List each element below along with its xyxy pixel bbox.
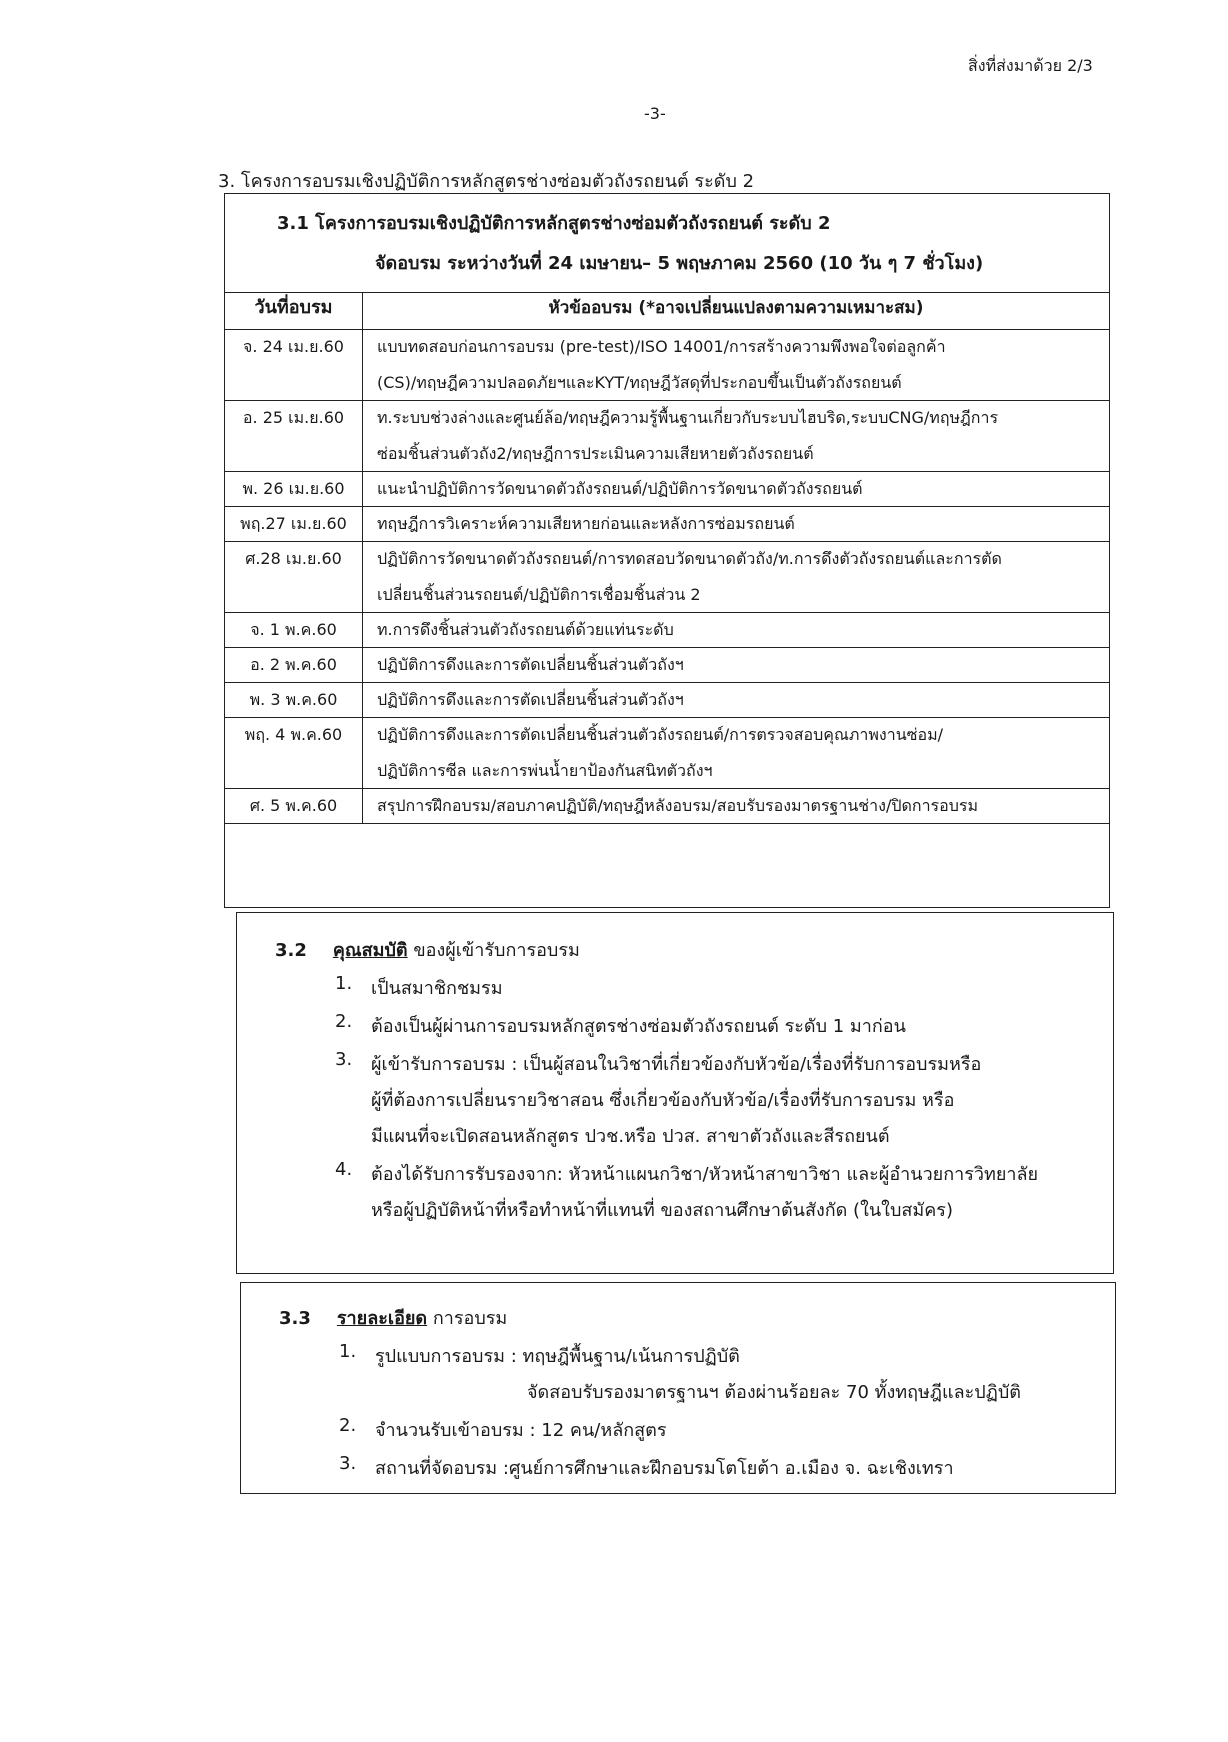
table-row: [225, 472, 1110, 507]
list-item-text: จำนวนรับเข้าอบรม : 12 คน/หลักสูตร: [375, 1420, 667, 1441]
schedule-topic-line: (CS)/ทฤษฎีความปลอดภัยฯและKYT/ทฤษฎีวัสดุที่ประกอบขึ้นเป็นตัวถังรถยนต์: [377, 373, 902, 392]
schedule-date: อ. 25 เม.ย.60: [225, 401, 363, 472]
schedule-header-row: [225, 293, 1110, 330]
page-number: -3-: [644, 104, 666, 123]
list-item-text: สถานที่จัดอบรม :ศูนย์การศึกษาและฝึกอบรมโตโยต้า อ.เมือง จ. ฉะเชิงเทรา: [375, 1458, 954, 1479]
list-item-number: 1.: [339, 1341, 357, 1362]
schedule-box: [224, 193, 1110, 908]
schedule-topic-line: ท.การดึงชิ้นส่วนตัวถังรถยนต์ด้วยแท่นระดับ: [377, 620, 674, 639]
list-item-text: ต้องเป็นผู้ผ่านการอบรมหลักสูตรช่างซ่อมตัวถังรถยนต์ ระดับ 1 มาก่อน: [371, 1016, 906, 1037]
schedule-date: ศ. 5 พ.ค.60: [225, 789, 363, 824]
schedule-period: จัดอบรม ระหว่างวันที่ 24 เมษายน– 5 พฤษภาคม 2560 (10 วัน ๆ 7 ชั่วโมง): [375, 253, 984, 274]
schedule-topic-line: ปฏิบัติการวัดขนาดตัวถังรถยนต์/การทดสอบวัดขนาดตัวถัง/ท.การดึงตัวถังรถยนต์และการตัด: [377, 549, 1002, 568]
schedule-topic-line: เปลี่ยนชิ้นส่วนรถยนต์/ปฏิบัติการเชื่อมชิ้นส่วน 2: [377, 585, 701, 604]
attachment-note: สิ่งที่ส่งมาด้วย 2/3: [968, 56, 1093, 75]
list-item-text: เป็นสมาชิกชมรม: [371, 978, 503, 999]
schedule-topic: [363, 507, 1110, 542]
schedule-heading: 3.1 โครงการอบรมเชิงปฏิบัติการหลักสูตรช่างซ่อมตัวถังรถยนต์ ระดับ 2: [277, 213, 831, 234]
list-item-text: หรือผู้ปฏิบัติหน้าที่หรือทำหน้าที่แทนที่ ของสถานศึกษาต้นสังกัด (ในใบสมัคร): [371, 1200, 953, 1221]
schedule-topic-line: ซ่อมชิ้นส่วนตัวถัง2/ทฤษฎีการประเมินความเสียหายตัวถังรถยนต์: [377, 444, 814, 463]
list-item-number: 4.: [335, 1159, 353, 1180]
schedule-topic-line: แบบทดสอบก่อนการอบรม (pre-test)/ISO 14001/การสร้างความพึงพอใจต่อลูกค้า: [377, 337, 946, 356]
list-item-text: จัดสอบรับรองมาตรฐานฯ ต้องผ่านร้อยละ 70 ทั้งทฤษฎีและปฏิบัติ: [527, 1382, 1021, 1403]
schedule-date: จ. 24 เม.ย.60: [225, 330, 363, 401]
list-item-number: 3.: [335, 1049, 353, 1070]
schedule-topic: [363, 648, 1110, 683]
list-item-text: มีแผนที่จะเปิดสอนหลักสูตร ปวช.หรือ ปวส. สาขาตัวถังและสีรถยนต์: [371, 1126, 890, 1147]
schedule-topic-line: ปฏิบัติการซีล และการพ่นน้ำยาป้องกันสนิทตัวถังฯ: [377, 761, 713, 780]
list-item-number: 3.: [339, 1453, 357, 1474]
qualifications-heading-rest: ของผู้เข้ารับการอบรม: [407, 940, 580, 961]
schedule-date: จ. 1 พ.ค.60: [225, 613, 363, 648]
table-row: [225, 683, 1110, 718]
column-header-topic: หัวข้ออบรม (*อาจเปลี่ยนแปลงตามความเหมาะสม): [363, 293, 1110, 330]
schedule-date: พฤ. 4 พ.ค.60: [225, 718, 363, 789]
schedule-topic-line: แนะนำปฏิบัติการวัดขนาดตัวถังรถยนต์/ปฏิบัติการวัดขนาดตัวถังรถยนต์: [377, 479, 863, 498]
qualifications-heading: [275, 935, 580, 964]
schedule-date: ศ.28 เม.ย.60: [225, 542, 363, 613]
table-row: [225, 330, 1110, 401]
schedule-topic-line: ปฏิบัติการดึงและการตัดเปลี่ยนชิ้นส่วนตัวถังฯ: [377, 690, 684, 709]
schedule-date: พฤ.27 เม.ย.60: [225, 507, 363, 542]
schedule-date: พ. 3 พ.ค.60: [225, 683, 363, 718]
list-item-text: รูปแบบการอบรม : ทฤษฎีพื้นฐาน/เน้นการปฏิบัติ: [375, 1346, 740, 1367]
table-row: [225, 718, 1110, 789]
list-item-text: ต้องได้รับการรับรองจาก: หัวหน้าแผนกวิชา/หัวหน้าสาขาวิชา และผู้อำนวยการวิทยาลัย: [371, 1164, 1039, 1185]
schedule-topic: [363, 330, 1110, 401]
details-heading-rest: การอบรม: [427, 1308, 508, 1329]
schedule-topic-line: ปฏิบัติการดึงและการตัดเปลี่ยนชิ้นส่วนตัวถังรถยนต์/การตรวจสอบคุณภาพงานซ่อม/: [377, 725, 944, 744]
details-heading: [279, 1303, 507, 1332]
details-number: 3.3: [279, 1308, 311, 1329]
schedule-topic: [363, 401, 1110, 472]
section-title: 3. โครงการอบรมเชิงปฏิบัติการหลักสูตรช่างซ่อมตัวถังรถยนต์ ระดับ 2: [218, 171, 755, 192]
details-heading-underlined: รายละเอียด: [336, 1308, 428, 1329]
schedule-date: พ. 26 เม.ย.60: [225, 472, 363, 507]
schedule-topic-line: ท.ระบบช่วงล่างและศูนย์ล้อ/ทฤษฎีความรู้พื้นฐานเกี่ยวกับระบบไฮบริด,ระบบCNG/ทฤษฎีการ: [377, 408, 999, 427]
table-row: [225, 789, 1110, 824]
table-row: [225, 507, 1110, 542]
schedule-topic: [363, 683, 1110, 718]
schedule-topic-line: สรุปการฝึกอบรม/สอบภาคปฏิบัติ/ทฤษฎีหลังอบรม/สอบรับรองมาตรฐานช่าง/ปิดการอบรม: [377, 796, 979, 815]
schedule-topic-line: ทฤษฎีการวิเคราะห์ความเสียหายก่อนและหลังการซ่อมรถยนต์: [377, 514, 795, 533]
schedule-table: [224, 292, 1110, 824]
list-item-text: ผู้เข้ารับการอบรม : เป็นผู้สอนในวิชาที่เกี่ยวข้องกับหัวข้อ/เรื่องที่รับการอบรมหรือ: [371, 1054, 982, 1075]
schedule-topic: [363, 789, 1110, 824]
schedule-topic-line: ปฏิบัติการดึงและการตัดเปลี่ยนชิ้นส่วนตัวถังฯ: [377, 655, 684, 674]
qualifications-box: [236, 912, 1114, 1274]
column-header-date: วันที่อบรม: [225, 293, 363, 330]
list-item-number: 2.: [339, 1415, 357, 1436]
table-row: [225, 648, 1110, 683]
table-row: [225, 613, 1110, 648]
table-row: [225, 401, 1110, 472]
schedule-topic: [363, 718, 1110, 789]
schedule-topic: [363, 472, 1110, 507]
table-row: [225, 542, 1110, 613]
list-item-text: ผู้ที่ต้องการเปลี่ยนรายวิชาสอน ซึ่งเกี่ยวข้องกับหัวข้อ/เรื่องที่รับการอบรม หรือ: [371, 1090, 955, 1111]
qualifications-heading-underlined: คุณสมบัติ: [332, 940, 408, 961]
qualifications-number: 3.2: [275, 940, 307, 961]
schedule-date: อ. 2 พ.ค.60: [225, 648, 363, 683]
details-box: [240, 1282, 1116, 1494]
schedule-topic: [363, 613, 1110, 648]
list-item-number: 1.: [335, 973, 353, 994]
list-item-number: 2.: [335, 1011, 353, 1032]
schedule-topic: [363, 542, 1110, 613]
